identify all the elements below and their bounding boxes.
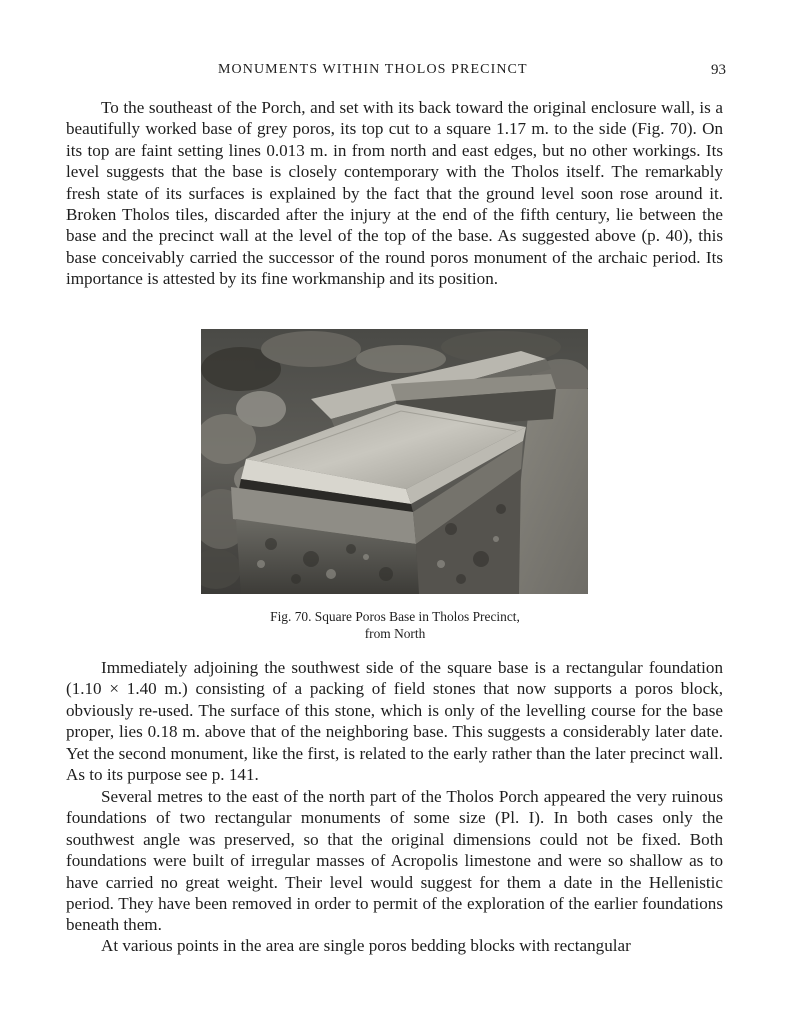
- caption-line-1: Fig. 70. Square Poros Base in Tholos Precinct,: [270, 609, 520, 624]
- running-head: [66, 62, 726, 84]
- paragraph-ruinous-foundations: Several metres to the east of the north part of the Tholos Porch appeared the very ruinous foundations of two rectangular monuments of some size (Pl. I). In both cases only the southwest angle was preserved, so that the original dimensions could not be fixed. Both foundations were built of irregular masses of Acropolis limestone and were so shallow as to have carried no great weight. Their level would suggest for them a date in the Hellenistic period. They have been removed in order to permit of the exploration of the earlier foundations beneath them.: [66, 787, 723, 935]
- page-number: 93: [711, 62, 726, 78]
- paragraph-rectangular-foundation: Immediately adjoining the southwest side of the square base is a rectangular foundation (1.10 × 1.40 m.) consisting of a packing of field stones that now supports a poros block, obviously re-used. The surface of this stone, which is only of the levelling course for the base proper, lies 0.18 m. above that of the neighboring base. This suggests a considerably later date. Yet the second monument, like the first, is related to the early rather than the later precinct wall. As to its purpose see p. 141.: [66, 658, 723, 785]
- figure-photograph: [201, 329, 588, 594]
- figure-caption: [200, 608, 590, 642]
- paragraph-square-base: To the southeast of the Porch, and set with its back toward the original enclosure wall, is a beautifully worked base of grey poros, its top cut to a square 1.17 m. to the side (Fig. 70). On its top are faint setting lines 0.013 m. in from north and east edges, but no other workings. Its level suggests that the base is closely contemporary with the Tholos itself. The remarkably fresh state of its surfaces is explained by the fact that the ground level soon rose around it. Broken Tholos tiles, discarded after the injury at the end of the fifth century, lie between the base and the precinct wall at the level of the top of the base. As suggested above (p. 40), this base conceivably carried the successor of the round poros monument of the archaic period. Its importance is attested by its fine workmanship and its position.: [66, 98, 723, 289]
- caption-line-2: from North: [364, 626, 426, 641]
- running-title: MONUMENTS WITHIN THOLOS PRECINCT: [218, 62, 528, 77]
- paragraph-bedding-blocks: At various points in the area are single poros bedding blocks with rectangular: [101, 936, 631, 955]
- poros-base-photo: [201, 329, 588, 594]
